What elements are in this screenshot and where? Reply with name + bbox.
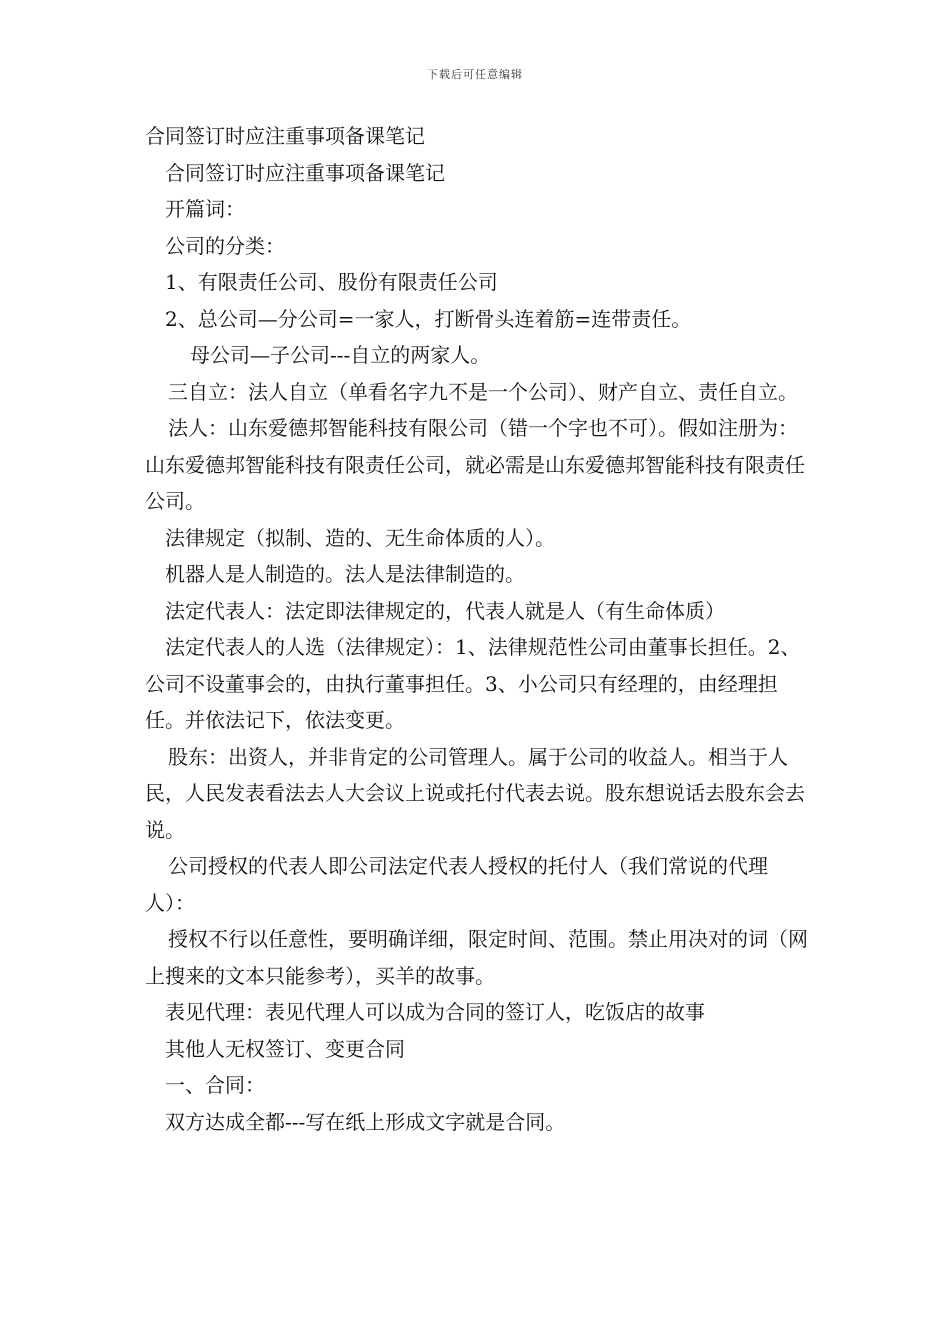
paragraph: 开篇词： [165,197,245,221]
paragraph: 法律规定（拟制、造的、无生命体质的人）。 [165,525,555,550]
paragraph: 股东：出资人，并非肯定的公司管理人。属于公司的收益人。相当于人民，人民发表看法去人大会议上说或托付代表去说。股东想说话去股东会去说。 [145,744,805,842]
paragraph: 公司授权的代表人即公司法定代表人授权的托付人（我们常说的代理人）： [145,854,768,915]
document-title: 合同签订时应注重事项备课笔记 [145,124,425,148]
paragraph: 其他人无权签订、变更合同 [165,1036,405,1061]
paragraph: 三自立：法人自立（单看名字九不是一个公司）、财产自立、责任自立。 [168,379,798,404]
paragraph: 母公司—子公司---自立的两家人。 [190,343,491,367]
paragraph: 1、有限责任公司、股份有限责任公司 [165,270,498,294]
paragraph: 公司的分类： [165,233,285,258]
header-note: 下载后可任意编辑 [427,68,523,81]
paragraph: 机器人是人制造的。法人是法律制造的。 [165,562,525,586]
paragraph: 法定代表人：法定即法律规定的，代表人就是人（有生命体质） [165,598,725,623]
paragraph: 2、总公司—分公司=一家人，打断骨头连着筋=连带责任。 [165,306,692,331]
paragraph: 法人：山东爱德邦智能科技有限公司（错一个字也不可）。假如注册为：山东爱德邦智能科技有限责任公司，就必需是山东爱德邦智能科技有限责任公司。 [145,416,805,513]
paragraph: 一、合同： [165,1073,265,1097]
paragraph: 授权不行以任意性，要明确详细，限定时间、范围。禁止用决对的词（网上搜来的文本只能参考），买羊的故事。 [145,927,808,988]
document-body [145,118,810,1140]
paragraph: 法定代表人的人选（法律规定）：1、法律规范性公司由董事长担任。2、公司不设董事会的，由执行董事担任。3、小公司只有经理的，由经理担任。并依法记下，依法变更。 [145,635,801,732]
paragraph: 双方达成全都---写在纸上形成文字就是合同。 [165,1109,566,1134]
paragraph: 合同签订时应注重事项备课笔记 [165,160,445,185]
paragraph: 表见代理：表见代理人可以成为合同的签订人，吃饭店的故事 [165,1000,705,1024]
